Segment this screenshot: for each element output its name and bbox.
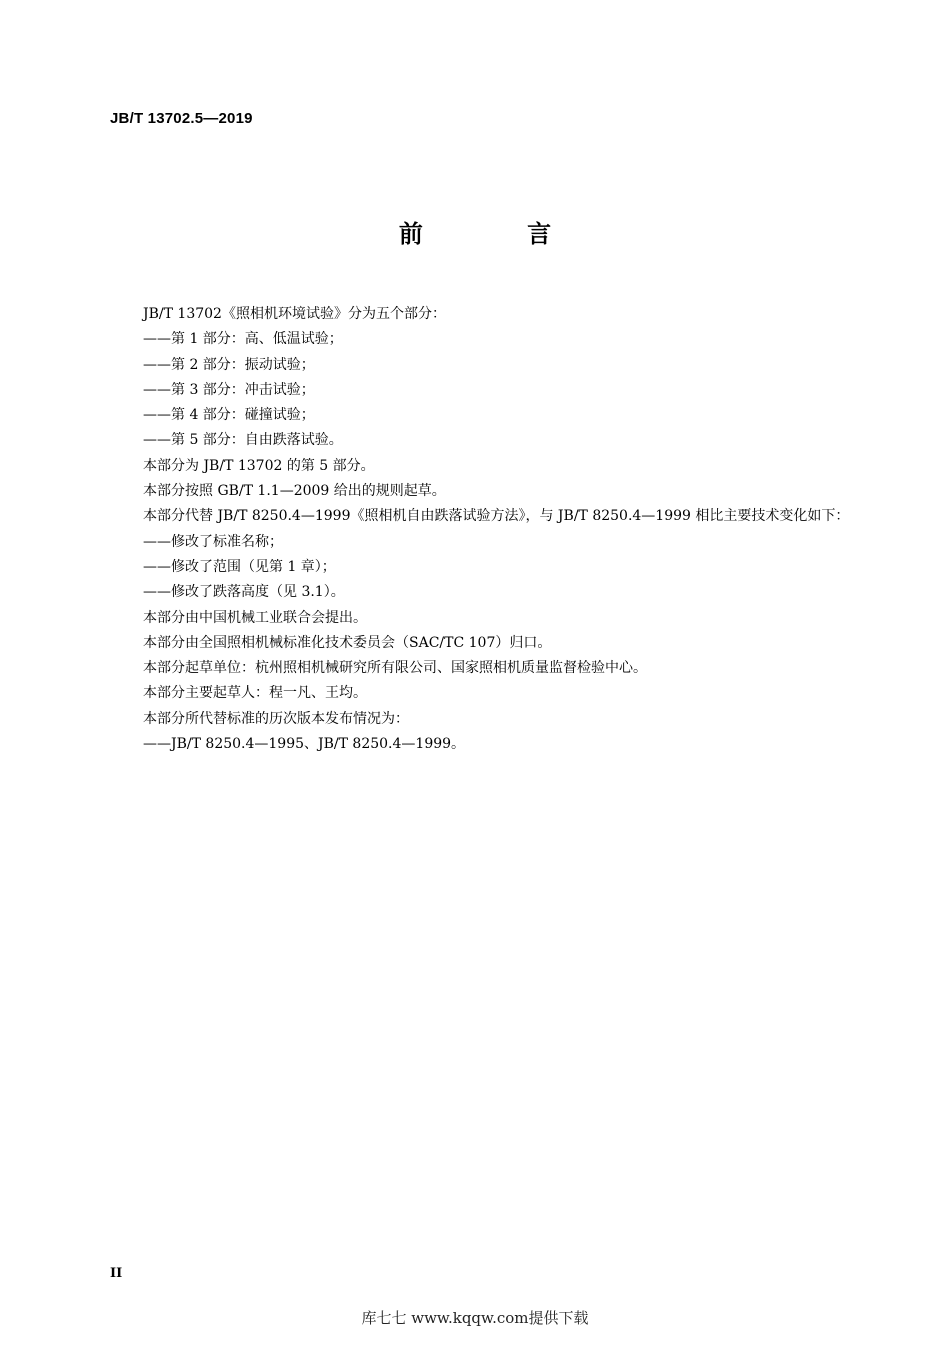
list-item: ——第 3 部分：冲击试验； bbox=[143, 381, 315, 398]
footer-watermark: 库七七 www.kqqw.com提供下载 bbox=[361, 1309, 589, 1327]
paragraph: 本部分按照 GB/T 1.1—2009 给出的规则起草。 bbox=[143, 483, 446, 500]
paragraph: 本部分代替 JB/T 8250.4—1999《照相机自由跌落试验方法》，与 JB/T 8250.4—1999 相比主要技术变化如下： bbox=[143, 508, 850, 525]
document-id: JB/T 13702.5—2019 bbox=[110, 110, 253, 127]
paragraph: 本部分由中国机械工业联合会提出。 bbox=[143, 609, 367, 626]
list-item: ——第 1 部分：高、低温试验； bbox=[143, 331, 343, 348]
paragraph: 本部分主要起草人：程一凡、王均。 bbox=[143, 685, 367, 702]
list-item: ——第 5 部分：自由跌落试验。 bbox=[143, 432, 343, 449]
page-title: 前 言 bbox=[398, 220, 600, 248]
paragraph: JB/T 13702《照相机环境试验》分为五个部分： bbox=[143, 306, 446, 322]
paragraph: 本部分起草单位：杭州照相机械研究所有限公司、国家照相机质量监督检验中心。 bbox=[143, 660, 647, 677]
paragraph: 本部分为 JB/T 13702 的第 5 部分。 bbox=[143, 457, 375, 474]
paragraph: 本部分由全国照相机械标准化技术委员会（SAC/TC 107）归口。 bbox=[143, 634, 552, 651]
list-item: ——修改了跌落高度（见 3.1）。 bbox=[143, 584, 345, 601]
list-item: ——修改了标准名称； bbox=[143, 533, 283, 550]
page-number: II bbox=[110, 1266, 123, 1281]
foreword-body bbox=[110, 302, 866, 757]
list-item: ——JB/T 8250.4—1995、JB/T 8250.4—1999。 bbox=[143, 736, 466, 753]
list-item: ——第 4 部分：碰撞试验； bbox=[143, 407, 315, 424]
paragraph: 本部分所代替标准的历次版本发布情况为： bbox=[143, 710, 409, 727]
list-item: ——修改了范围（见第 1 章）； bbox=[143, 558, 336, 575]
list-item: ——第 2 部分：振动试验； bbox=[143, 356, 315, 373]
